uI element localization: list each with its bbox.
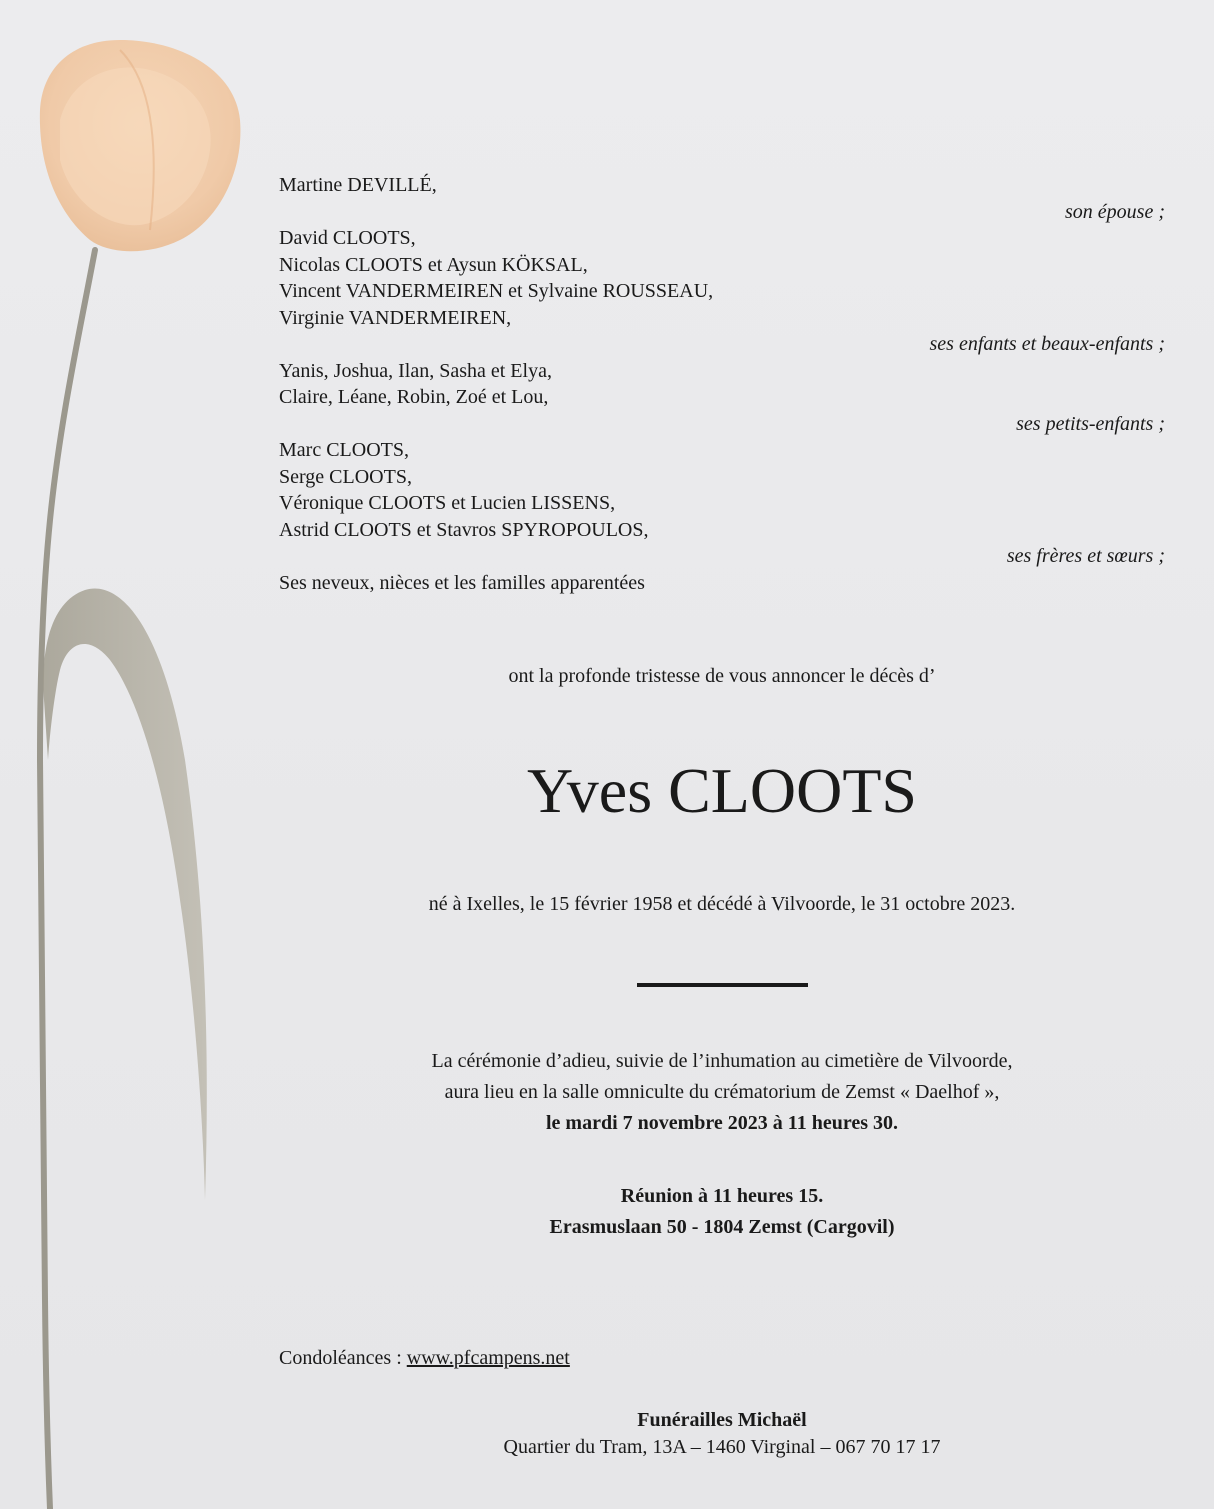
condolences-label: Condoléances : <box>279 1347 407 1369</box>
family-sibling-name: Véronique CLOOTS et Lucien LISSENS, <box>279 492 616 514</box>
funeral-home-name: Funérailles Michaël <box>637 1409 807 1431</box>
family-sibling-name: Astrid CLOOTS et Stavros SPYROPOULOS, <box>279 518 649 541</box>
announcement-text: ont la profonde tristesse de vous annoncer le décès d’ <box>508 665 936 687</box>
divider-rule <box>637 983 808 987</box>
birth-death-line: né à Ixelles, le 15 février 1958 et décédé à Vilvoorde, le 31 octobre 2023. <box>428 893 1016 915</box>
meeting-address: Erasmuslaan 50 - 1804 Zemst (Cargovil) <box>549 1216 895 1238</box>
family-child-name: Nicolas CLOOTS et Aysun KÖKSAL, <box>279 253 588 276</box>
tulip-illustration <box>0 0 260 1509</box>
condolences-link[interactable]: www.pfcampens.net <box>406 1347 570 1369</box>
family-spouse-name: Martine DEVILLÉ, <box>279 174 437 196</box>
relation-children: ses enfants et beaux-enfants ; <box>929 333 1165 355</box>
relation-grandchildren: ses petits-enfants ; <box>1016 412 1165 435</box>
ceremony-date-time: le mardi 7 novembre 2023 à 11 heures 30. <box>545 1112 899 1134</box>
ceremony-line-1: La cérémonie d’adieu, suivie de l’inhumation au cimetière de Vilvoorde, <box>431 1050 1013 1072</box>
family-child-name: David CLOOTS, <box>279 227 416 249</box>
ceremony-line-2: aura lieu en la salle omniculte du crématorium de Zemst « Daelhof », <box>444 1081 1000 1103</box>
relation-siblings: ses frères et sœurs ; <box>1006 545 1165 567</box>
condolences-line <box>279 1344 1165 1372</box>
relation-spouse: son épouse ; <box>1065 200 1165 223</box>
family-child-name: Vincent VANDERMEIREN et Sylvaine ROUSSEAU, <box>279 280 714 302</box>
family-grandchild-name: Claire, Léane, Robin, Zoé et Lou, <box>279 386 549 408</box>
family-others: Ses neveux, nièces et les familles apparentées <box>279 571 645 594</box>
family-sibling-name: Marc CLOOTS, <box>279 439 409 461</box>
family-sibling-name: Serge CLOOTS, <box>279 465 412 488</box>
family-list <box>279 172 1165 596</box>
funeral-home-address: Quartier du Tram, 13A – 1460 Virginal – 067 70 17 17 <box>503 1436 941 1458</box>
family-grandchild-name: Yanis, Joshua, Ilan, Sasha et Elya, <box>279 359 552 382</box>
meeting-time: Réunion à 11 heures 15. <box>620 1185 824 1207</box>
family-child-name: Virginie VANDERMEIREN, <box>279 306 512 329</box>
deceased-name: Yves CLOOTS <box>526 755 918 826</box>
